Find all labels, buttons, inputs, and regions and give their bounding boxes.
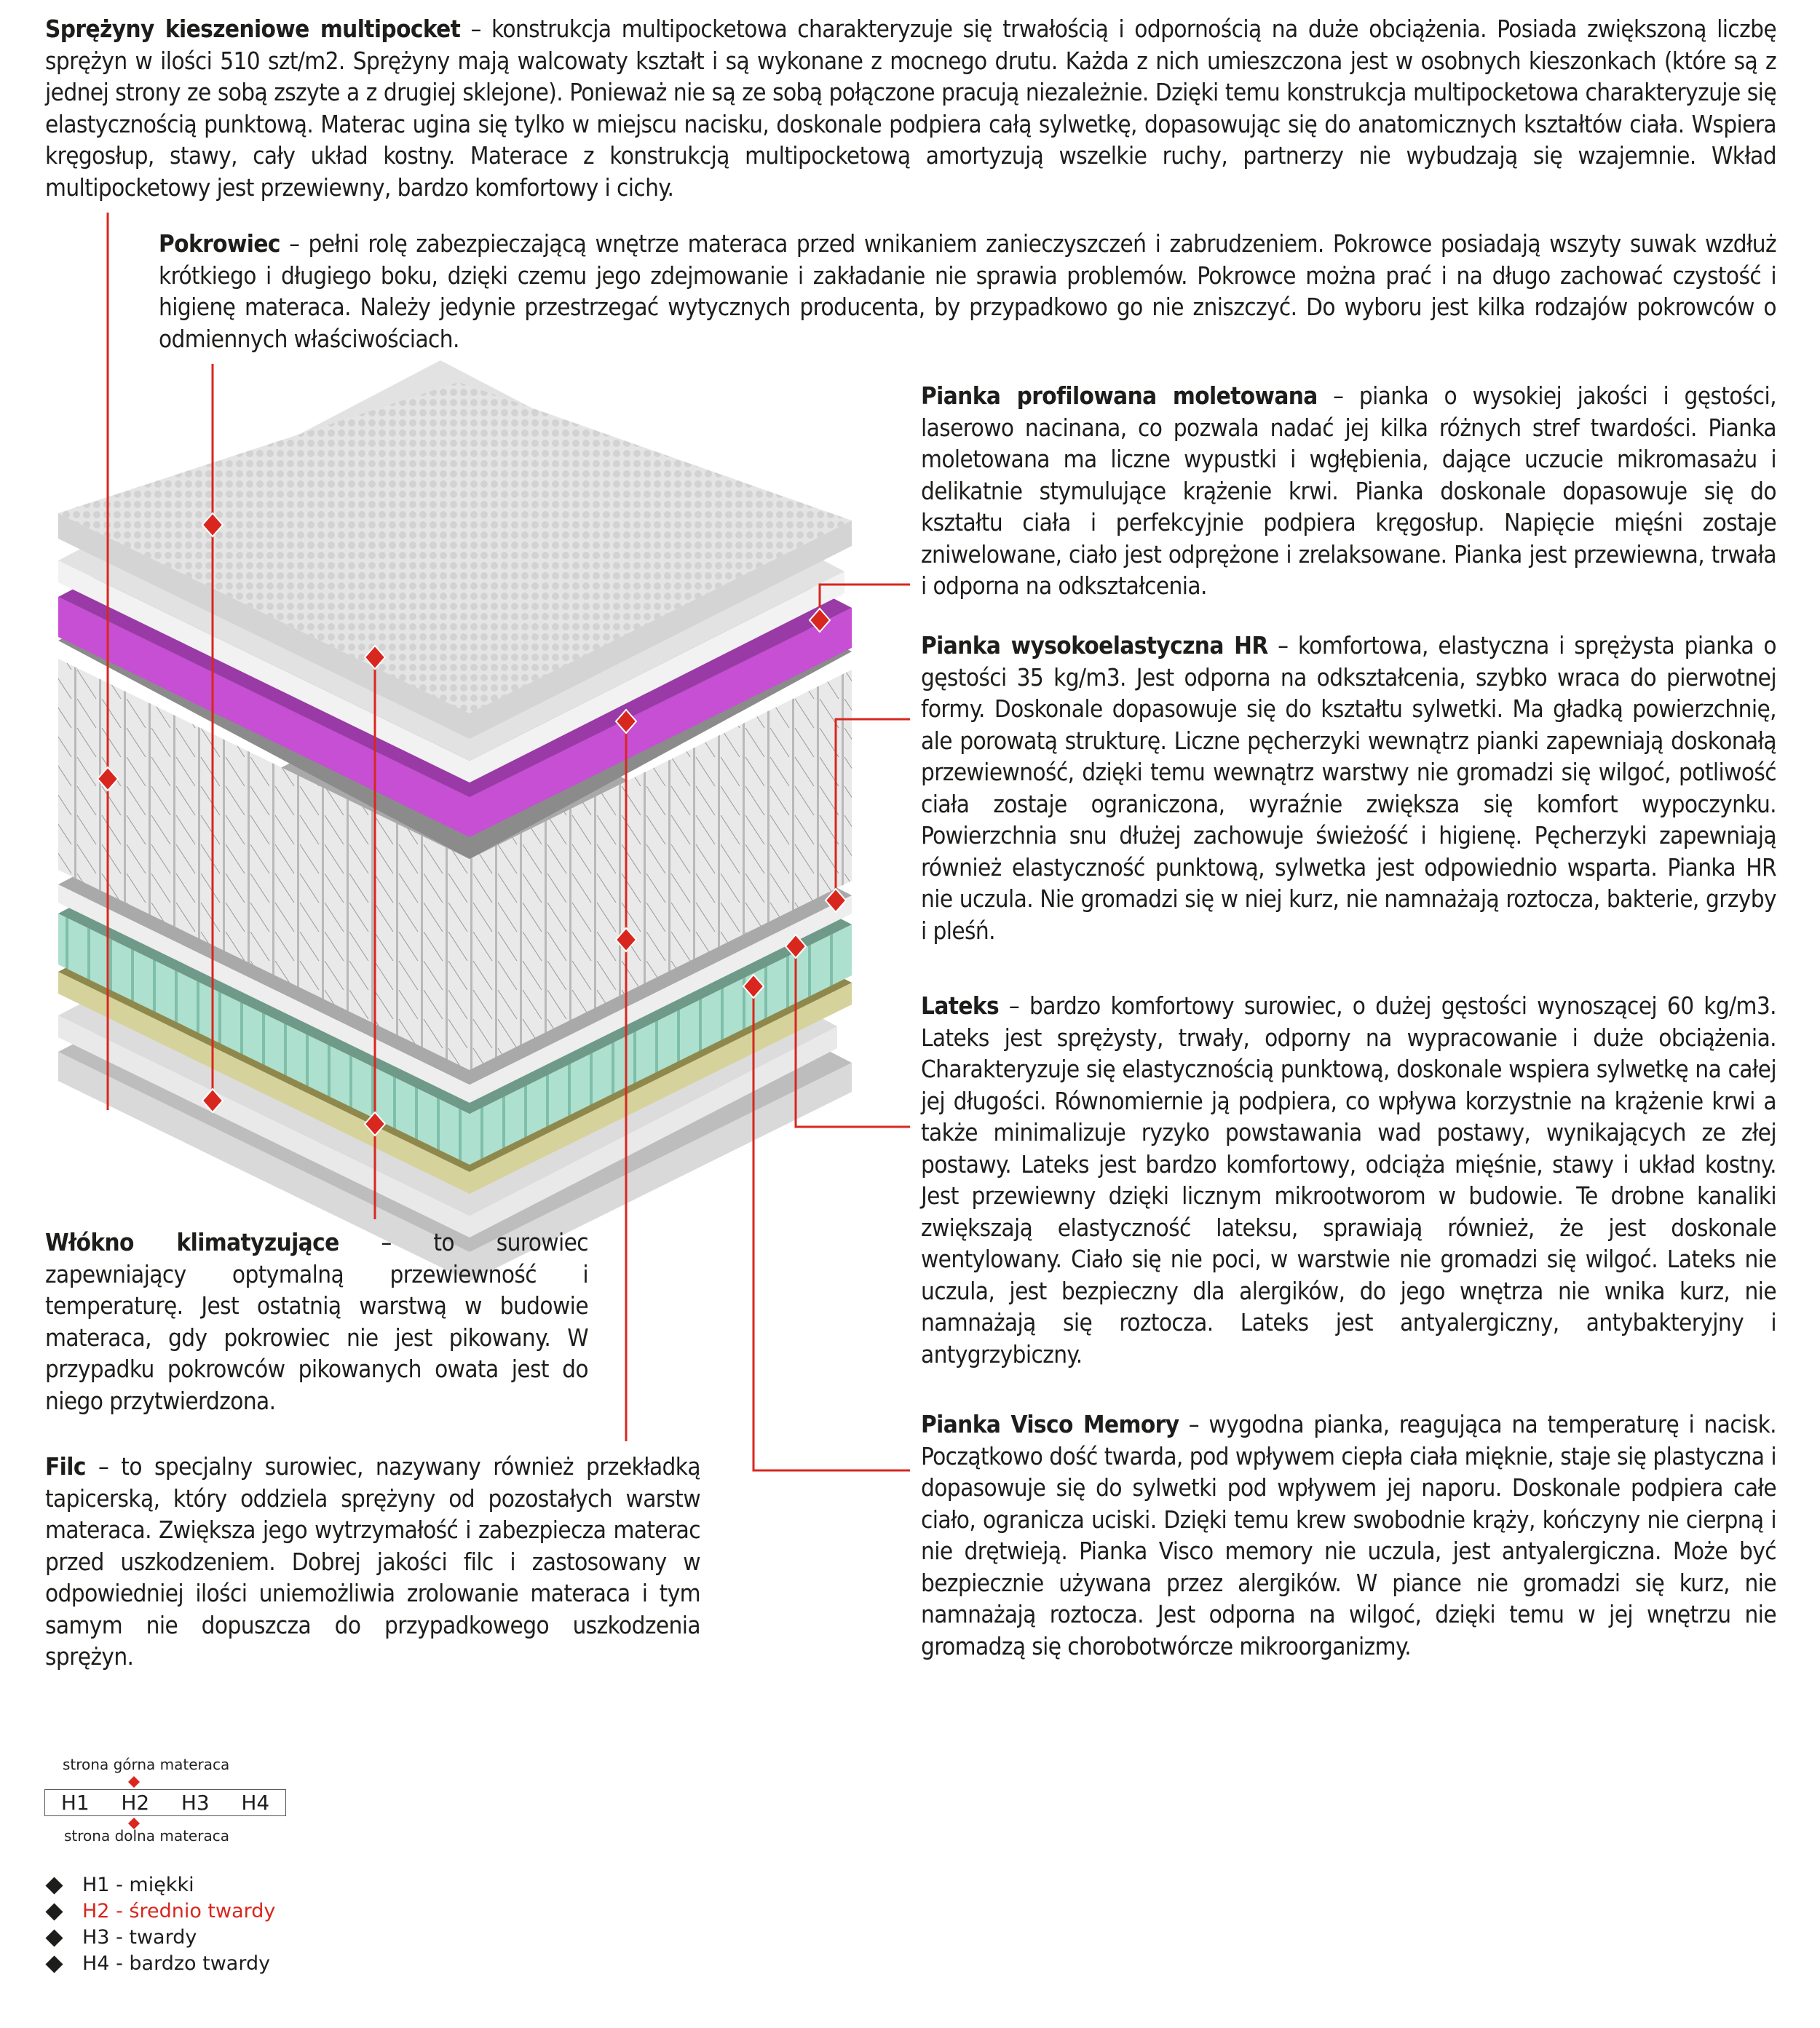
filc-title: Filc [45,1452,86,1481]
profilowana-text: – pianka o wysokiej jakości i gęstości, laserowo nacinana, co pozwala nadać jej kilka różnych stref twardości. Pianka moletowana ma liczne wypustki i wgłębienia, dające uczucie mikromasażu i delikatnie stymulujące krążenie krwi. Pianka doskonale dopasowuje się do kształtu ciała i perfekcyjnie podpiera kręgosłup. Napięcie mięśni zostaje zniwelowane, ciało jest odprężone i zrelaksowane. Pianka jest przewiewna, trwała i odporna na odkształcenia. [921,381,1776,600]
pokrowiec-title: Pokrowiec [159,229,280,258]
legend-item-h1: H1 - miękki [44,1872,275,1898]
filc-text: – to specjalny surowiec, nazywany również przekładką tapicerską, który oddziela sprężyny od pozostałych warstw materaca. Zwiększa jego wytrzymałość i zabezpiecza materac przed uszkodzeniem. Dobrej jakości filc i zastosowany w odpowiedniej ilości uniemożliwia zrolowanie materaca i tym samym nie dopuszcza do przypadkowego uszkodzenia sprężyn. [45,1452,700,1671]
profilowana-description [921,380,1776,602]
pokrowiec-description [159,228,1776,354]
hardness-scale [44,1789,286,1816]
hardness-h1: H1 [60,1791,90,1815]
legend-item-h3: H3 - twardy [44,1925,275,1951]
visco-text: – wygodna pianka, reagująca na temperaturę i nacisk. Początkowo dość twarda, pod wpływem ciepła ciała mięknie, staje się plastyczna i dopasowuje się do sylwetki pod wpływem jej naporu. Doskonale podpiera całe ciało, ogranicza uciski. Dzięki temu krew swobodnie krąży, kończyny nie cierpną i nie drętwieją. Pianka Visco memory nie uczula, jest antyalergiczna. Może być bezpiecznie używana przez alergików. W piance nie gromadzi się kurz, nie namnażają roztocza. Jest odporna na wilgoć, dzięki temu w jej wnętrzu nie gromadzą się chorobotwórcze mikroorganizmy. [921,1410,1776,1660]
wlokno-text: – to surowiec zapewniający optymalną przewiewność i temperaturę. Jest ostatnią warstwą w budowie materaca, gdy pokrowiec nie jest pikowany. W przypadku pokrowców pikowanych owata jest do niego przytwierdzona. [45,1228,588,1415]
lateks-description [921,990,1776,1370]
legend-item-h4: H4 - bardzo twardy [44,1951,275,1977]
hardness-bottom-label: strona dolna materaca [64,1827,229,1845]
hr-text: – komfortowa, elastyczna i sprężysta pianka o gęstości 35 kg/m3. Jest odporna na odkształcenia, szybko wraca do pierwotnej formy. Doskonale dopasowuje się do kształtu sylwetki. Ma gładką powierzchnię, ale porowatą strukturę. Liczne pęcherzyki wewnątrz pianki zapewniają doskonałą przewiewność, dzięki temu wewnątrz warstwy nie gromadzi się wilgoć, potliwość ciała zostaje ograniczona, wyraźnie zwiększa się komfort wypoczynku. Powierzchnia snu dłużej zachowuje świeżość i higienę. Pęcherzyki zapewniają również elastyczność punktową, sylwetka jest odpowiednio wsparta. Pianka HR nie uczula. Nie gromadzi się w niej kurz, nie namnażają roztocza, bakterie, grzyby i pleśń. [921,631,1776,945]
pokrowiec-text: – pełni rolę zabezpieczającą wnętrze materaca przed wnikaniem zanieczyszczeń i zabrudzeniem. Pokrowce posiadają wszyty suwak wzdłuż krótkiego i długiego boku, dzięki czemu jego zdejmowanie i zakładanie nie sprawia problemów. Pokrowce można prać i na długo zachować czystość i higienę materaca. Należy jedynie przestrzegać wytycznych producenta, by przypadkowo go nie zniszczyć. Do wyboru jest kilka rodzajów pokrowców o odmiennych właściwościach. [159,229,1776,353]
hr-title: Pianka wysokoelastyczna HR [921,631,1268,660]
intro-paragraph [45,13,1776,203]
diamond-bullet-icon [45,1903,63,1920]
intro-text: – konstrukcja multipocketowa charakteryzuje się trwałością i odpornością na duże obciążenia. Posiada zwiększoną liczbę sprężyn w ilości 510 szt/m2. Sprężyny mają walcowaty kształt i są wykonane z mocnego drutu. Każda z nich umieszczona jest w osobnych kieszonkach (które są z jednej strony ze sobą zszyte a z drugiej sklejone). Ponieważ nie są ze sobą połączone pracują niezależnie. Dzięki temu konstrukcja multipocketowa charakteryzuje się elastycznością punktową. Materac ugina się tylko w miejscu nacisku, doskonale podpiera całą sylwetkę, dopasowując się do anatomicznych kształtów ciała. Wspiera kręgosłup, stawy, cały układ kostny. Materace z konstrukcją multipocketową amortyzują wszelkie ruchy, partnerzy nie wybudzają się wzajemnie. Wkład multipocketowy jest przewiewny, bardzo komfortowy i cichy. [45,15,1776,202]
legend-item-h2: H2 - średnio twardy [44,1898,275,1925]
diamond-bullet-icon [45,1929,63,1946]
intro-title: Sprężyny kieszeniowe multipocket [45,15,461,43]
diamond-bullet-icon [45,1955,63,1973]
wlokno-description [45,1227,588,1417]
hardness-h4: H4 [241,1791,270,1815]
lateks-text: – bardzo komfortowy surowiec, o dużej gęstości wynoszącej 60 kg/m3. Lateks jest sprężysty, trwały, odporny na wypracowanie i duże obciążenia. Charakteryzuje się elastycznością punktową, doskonale wspiera sylwetkę na całej jej długości. Równomiernie ją podpiera, co wpływa korzystnie na krążenie krwi a także minimalizuje ryzyko powstawania wad postawy, wynikających ze złej postawy. Lateks jest bardzo komfortowy, odciąża mięśnie, stawy i układ kostny. Jest przewiewny dzięki licznym mikrootworom w budowie. Te drobne kanaliki zwiększają elastyczność lateksu, sprawiają również, że jest doskonale wentylowany. Ciało się nie poci, w warstwie nie gromadzi się wilgoć. Lateks nie uczula, jest bezpieczny dla alergików, do jego wnętrza nie wnika kurz, nie namnażają się roztocza. Lateks jest antyalergiczny, antybakteryjny i antygrzybiczny. [921,991,1776,1368]
hardness-top-label: strona górna materaca [63,1756,230,1773]
profilowana-title: Pianka profilowana moletowana [921,381,1318,410]
hardness-h2: H2 [121,1791,150,1815]
hr-description [921,630,1776,946]
visco-title: Pianka Visco Memory [921,1410,1179,1438]
diamond-bullet-icon [45,1877,63,1894]
lateks-title: Lateks [921,991,1000,1020]
filc-description [45,1451,700,1673]
hardness-h3: H3 [181,1791,210,1815]
visco-description [921,1409,1776,1662]
hardness-legend [44,1872,275,1977]
wlokno-title: Włókno klimatyzujące [45,1228,339,1256]
